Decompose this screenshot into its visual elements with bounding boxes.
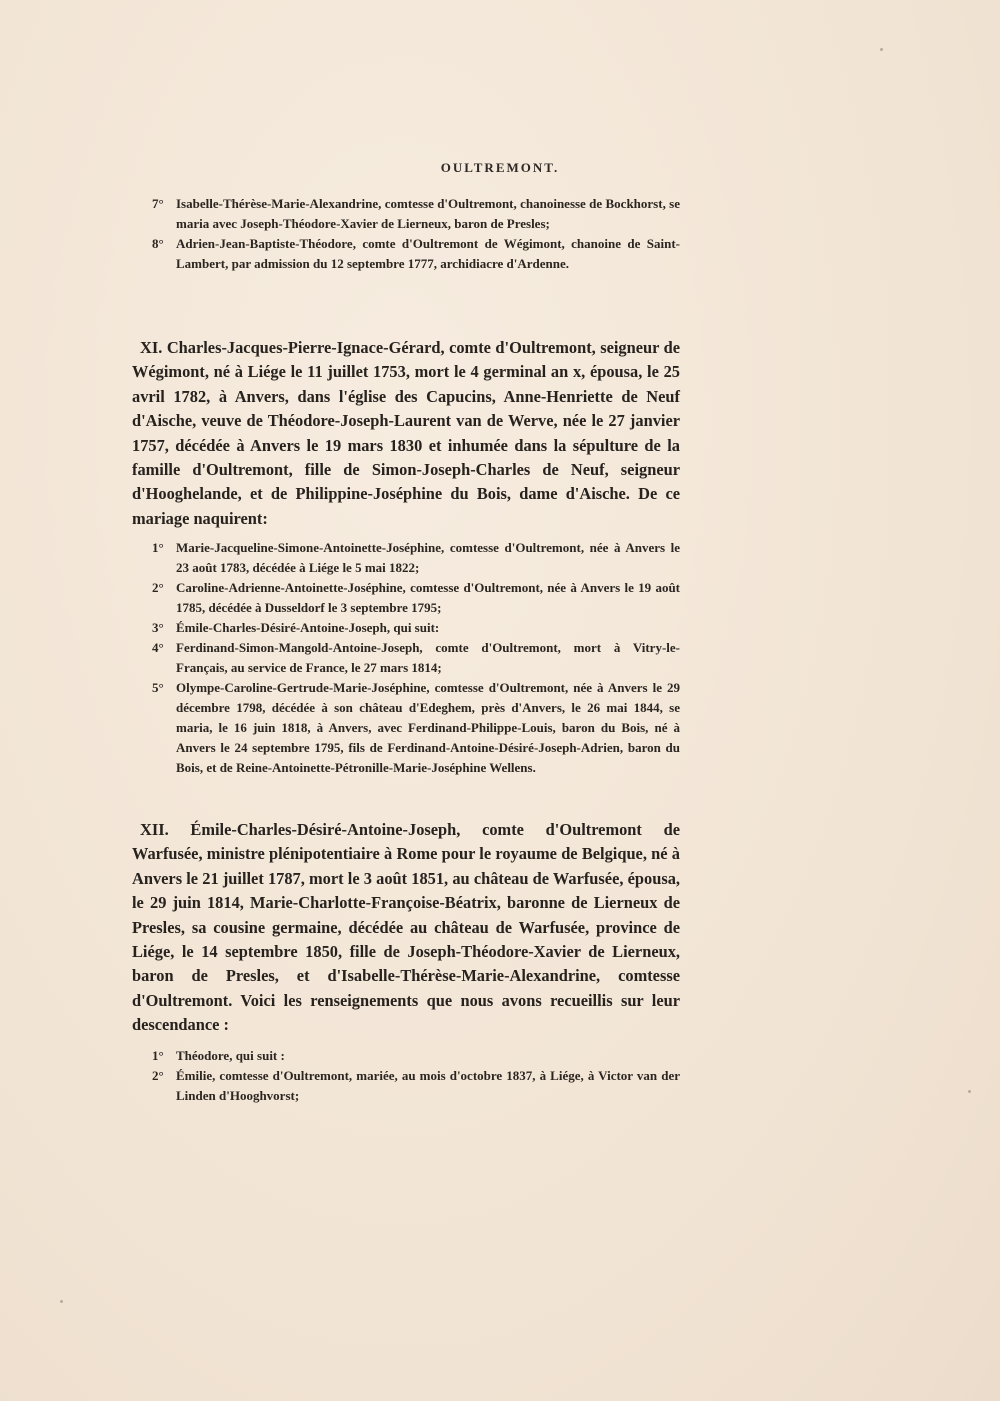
list-item (132, 234, 680, 274)
item-text: Olympe-Caroline-Gertrude-Marie-Joséphine, comtesse d'Oultremont, née à Anvers le 29 décembre 1798, décédée à son château d'Edeghem, près d'Anvers, le 26 mai 1844, se maria, le 16 juin 1818, à Anvers, avec Ferdinand-Philippe-Louis, baron du Bois, né à Anvers le 24 septembre 1795, fils de Ferdinand-Antoine-Désiré-Joseph-Adrien, baron du Bois, et de Reine-Antoinette-Pétronille-Marie-Joséphine Wellens. (176, 680, 680, 775)
list-item (132, 194, 680, 234)
paper-speck (880, 48, 883, 51)
item-number: 7° (152, 196, 164, 211)
running-head: OULTREMONT. (440, 160, 560, 175)
list-xii (132, 1046, 680, 1106)
list-item (132, 1066, 680, 1106)
list-item (132, 678, 680, 778)
item-number: 1° (152, 1048, 164, 1063)
item-text: Caroline-Adrienne-Antoinette-Joséphine, comtesse d'Oultremont, née à Anvers le 19 août 1785, décédée à Dusseldorf le 3 septembre 1795; (176, 580, 680, 615)
item-text: Ferdinand-Simon-Mangold-Antoine-Joseph, comte d'Oultremont, mort à Vitry-le-Français, au service de France, le 27 mars 1814; (176, 640, 680, 675)
section-label: XII. (140, 820, 169, 839)
item-text: Émilie, comtesse d'Oultremont, mariée, au mois d'octobre 1837, à Liége, à Victor van der Linden d'Hooghvorst; (176, 1068, 680, 1103)
section-paragraph (132, 818, 680, 1038)
item-number: 5° (152, 680, 164, 695)
paper-speck (968, 1090, 971, 1093)
section-xi (132, 336, 680, 531)
section-text: Émile-Charles-Désiré-Antoine-Joseph, comte d'Oultremont de Warfusée, ministre plénipotentiaire à Rome pour le royaume de Belgique, né à Anvers le 21 juillet 1787, mort le 3 août 1851, au château de Warfusée, épousa, le 29 juin 1814, Marie-Charlotte-Françoise-Béatrix, baronne de Lierneux de Presles, sa cousine germaine, décédée au château de Warfusée, province de Liége, le 14 septembre 1850, fille de Joseph-Théodore-Xavier de Lierneux, baron de Presles, et d'Isabelle-Thérèse-Marie-Alexandrine, comtesse d'Oultremont. Voici les renseignements que nous avons recueillis sur leur descendance : (132, 820, 680, 1035)
list-item (132, 538, 680, 578)
item-text: Isabelle-Thérèse-Marie-Alexandrine, comtesse d'Oultremont, chanoinesse de Bockhorst, se maria avec Joseph-Théodore-Xavier de Lierneux, baron de Presles; (176, 196, 680, 231)
list-item (132, 638, 680, 678)
list-item (132, 1046, 680, 1066)
section-label: XI. (140, 338, 163, 357)
item-number: 3° (152, 620, 164, 635)
section-text: Charles-Jacques-Pierre-Ignace-Gérard, comte d'Oultremont, seigneur de Wégimont, né à Liége le 11 juillet 1753, mort le 4 germinal an x, épousa, le 25 avril 1782, à Anvers, dans l'église des Capucins, Anne-Henriette de Neuf d'Aische, veuve de Théodore-Joseph-Laurent van de Werve, née le 27 janvier 1757, décédée à Anvers le 19 mars 1830 et inhumée dans la sépulture de la famille d'Oultremont, fille de Simon-Joseph-Charles de Neuf, seigneur d'Hooghelande, et de Philippine-Joséphine du Bois, dame d'Aische. De ce mariage naquirent: (132, 338, 680, 528)
item-text: Théodore, qui suit : (176, 1048, 285, 1063)
section-xii (132, 818, 680, 1038)
item-text: Adrien-Jean-Baptiste-Théodore, comte d'Oultremont de Wégimont, chanoine de Saint-Lambert, par admission du 12 septembre 1777, archidiacre d'Ardenne. (176, 236, 680, 271)
item-number: 8° (152, 236, 164, 251)
item-number: 1° (152, 540, 164, 555)
list-top (132, 194, 680, 274)
item-number: 4° (152, 640, 164, 655)
item-number: 2° (152, 1068, 164, 1083)
list-xi (132, 538, 680, 778)
list-item (132, 618, 680, 638)
item-text: Émile-Charles-Désiré-Antoine-Joseph, qui suit: (176, 620, 440, 635)
item-number: 2° (152, 580, 164, 595)
section-paragraph (132, 336, 680, 531)
paper-speck (60, 1300, 63, 1303)
list-item (132, 578, 680, 618)
item-text: Marie-Jacqueline-Simone-Antoinette-Joséphine, comtesse d'Oultremont, née à Anvers le 23 août 1783, décédée à Liége le 5 mai 1822; (176, 540, 680, 575)
